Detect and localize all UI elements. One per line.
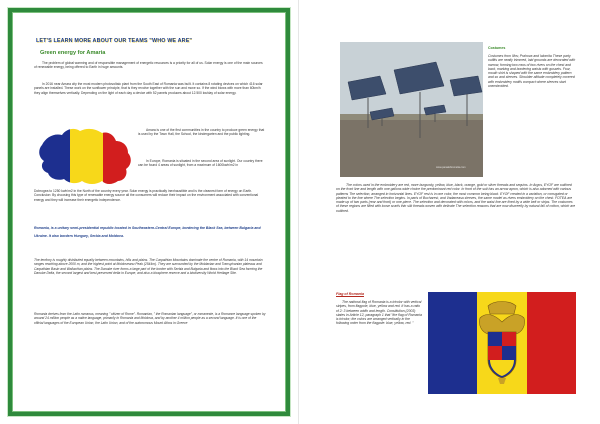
- flag-paragraph: The national flag of Romania is a tricolor with vertical stripes, from flagpole, blue, yellow and red. It has a ratio of 2: 3 between width and length. Constitution (2003) states in Article 12, paragraph 1 that "the flag of Romania is tricolor; the colors are arranged vertically in the following order from the flagpole: blue, yellow, red. ": [336, 300, 422, 326]
- paragraph-intro: The problem of global warming and of responsible management of energetic resources is a priority for all of us. Solar energy is one of the main sources of renewable energy, being offered to Earth in huge amounts.: [34, 61, 263, 70]
- paragraph-territory: The territory is roughly distributed equally between mountains, hills and plains. The Carpathian Mountains dominate the centre of Romania, with 14 mountain ranges reaching above 2000 m, and the highest point at Moldoveanu Peak (2544m). They are surrounded by the Moldavian and Transylvanian plateaus and Carpathian Basin and Wallachian plains. The Danube river forms a large part of the border with Serbia and Bulgaria and flows into the Black Sea forming the Danube Delta, the second largest and best-preserved delta in Europe, and also a biosphere reserve and a biodiversity World Heritage Site.: [34, 258, 263, 275]
- paragraph-romania-republic: Romania, is a unitary semi-presidential republic located in Southeastern-Central Europe, bordering the Black Sea, between Bulgaria and Ukraine. It also borders Hungary, Serbia and Moldova.: [34, 226, 261, 239]
- solar-panels-illustration: [340, 42, 483, 177]
- paragraph-amara: Amara is one of the first communities in the country to produce green energy that is used by the Town Hall, the School, the kindergarten and the public lighting.: [138, 128, 265, 137]
- section-subtitle: Green energy for Amaria: [40, 50, 106, 56]
- paragraph-europe: In Europe, Romania is situated in the second area of sunlight. Our country there can be found 4 areas of sunlight, from a maximum of 1600kwh/m2 in: [138, 159, 263, 168]
- paragraph-plant: In 2016 near Amara city the most modern photovoltaic plant from the South East of Romania was built. It contains 8 rotating devices on which 416 solar panels are installed. These work on the sunflower principle, that is they revolve together with the sun and move so. If the wind blows with more than 60km/h they align themselves vertically. Depending on the light of each day a device with 52 panels produces about 12.500 kw/day of solar energy.: [34, 82, 263, 95]
- romania-flag-map-image: [36, 123, 136, 195]
- costumes-heading: Costumes: [488, 46, 506, 50]
- page-title: LET'S LEARN MORE ABOUT OUR TEAMS "WHO WE ARE": [36, 38, 193, 44]
- flag-heading: Flag of Romania: [336, 292, 364, 296]
- solar-panels-photo: [340, 42, 483, 177]
- costumes-paragraph: Costumes from Ilfov, Prahova and Ialomita These party outfits are neatly trimmed, laid grounds are decorated with narrow, forming two rows of two rivers on the chest and back, marking and bordering waists with gussets. Four, mouth shirt is shaped with the same embroidery pattern and so and sleeves. Shoulder altitude completely covered with embroidery motifs compact where sleeves start unembroided.: [488, 54, 576, 88]
- colors-paragraph: The colors used in the embroidery are red, more burgundy, yellow, blue, black, orange, gold or silver threads and sequins. In Argos, EYOF are outlined on the front line and length with one gallons wide choice the predominant red color. In front of the suit has an arrow apron, which is also adorned with various patterns The selection, arranged in horizontal lines. EYOF rest is in one color, the most common being black. EYOF created in a variation, or corrugated or pleated to the line where The selection begins. In parts of Bucharest, and Vadaneasa sleeves, the same model as rivers embroidery on the chest. FOTEA are made up of two parts (rear and front) or one-piece. The selection and decorated with colors, and the waist line are fixed by a wide belt or strips. The costumes of these regions are filled with loose scarfs thin silk threads woven with delicate The selection reasons that are now discreetly by natural fall of cotton, which are outlined.: [336, 183, 576, 213]
- photo-watermark: www.panalebromelia.com: [436, 166, 466, 169]
- paragraph-dobrogea: Dobrogea to 1250 kwh/m2 in the North of the country every year. Solar energy is practically inexhaustible and is the cleanest form of energy on Earth. Conclusion: By choosing this type of renewable energy source all the consumers will reduce their impact on the environment associated with conventional energy and they will increase their energetic independence.: [34, 189, 259, 202]
- paragraph-language: Romania derives from the Latin romanus, meaning " citizen of Rome". Romanian, " the Romanian language", or romaneste, is a Romance language spoken by around 24 million people as a native language, primarily in Romania and Moldova, and by another 4 million people as a second language. It is one of the official languages of the European Union, the Latin Union, and of the autonomous Mount Athos in Greece: [34, 312, 266, 325]
- romanian-flag-image: [428, 292, 576, 394]
